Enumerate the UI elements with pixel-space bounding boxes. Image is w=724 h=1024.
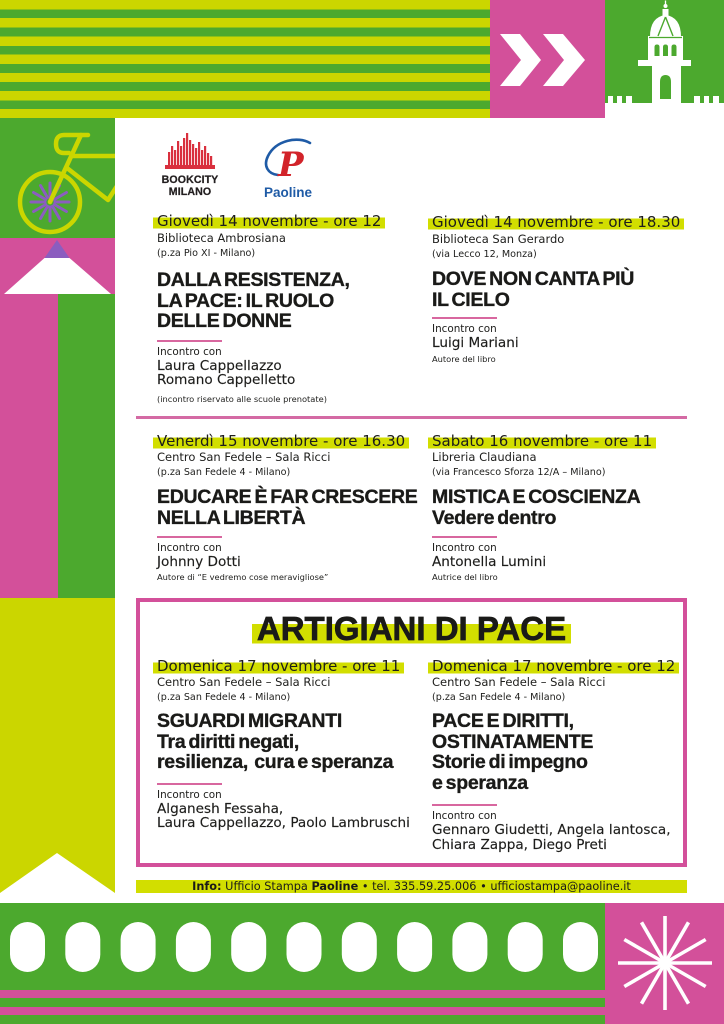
event-title-line: NELLA LIBERTÀ: [157, 506, 306, 529]
event-title-line: PACE E DIRITTI,: [432, 710, 574, 732]
event-title: [432, 269, 700, 310]
event-date: [157, 212, 425, 230]
event-title: [432, 487, 700, 528]
event-speaker: Laura Cappellazzo: [157, 357, 282, 374]
divider-rule: [432, 536, 497, 538]
event-subtitle-line: Vedere dentro: [432, 506, 557, 529]
info-phone: tel. 335.59.25.006: [372, 880, 477, 893]
color-block-pink: [0, 294, 58, 598]
starburst-icon: [605, 903, 724, 1024]
event-note: Autrice del libro: [432, 571, 498, 582]
info-separator: •: [480, 880, 487, 893]
date-highlight: Domenica 17 novembre - ore 12: [428, 657, 679, 675]
event-date: [432, 657, 700, 675]
bookcity-skyline-icon: [160, 128, 220, 174]
oval-cutout: [287, 922, 322, 972]
paoline-mark-icon: [258, 136, 318, 178]
event-subtitle-line: resilienza, cura e speranza: [157, 751, 394, 773]
event-venue: Centro San Fedele – Sala Ricci: [432, 675, 606, 689]
oval-cutout: [121, 922, 156, 972]
event-date: [157, 657, 425, 675]
event-speaker: Alganesh Fessaha,: [157, 800, 284, 817]
event-address: (p.za Pio XI - Milano): [157, 248, 256, 259]
bicycle-icon: [0, 118, 115, 238]
event-speaker: Antonella Lumini: [432, 554, 547, 570]
oval-cutout: [508, 922, 543, 972]
event-venue: Centro San Fedele – Sala Ricci: [157, 675, 331, 689]
pennant-triangle: [0, 238, 115, 294]
event-intro: Incontro con: [432, 810, 497, 822]
tower-icon: [605, 0, 724, 118]
oval-cutout: [65, 922, 100, 972]
date-highlight: Giovedì 14 novembre - ore 18.30: [428, 213, 684, 231]
oval-cutout: [10, 922, 45, 972]
event-title-line: MISTICA E COSCIENZA: [432, 486, 641, 508]
event-title: [157, 270, 425, 332]
date-highlight: Giovedì 14 novembre - ore 12: [153, 212, 385, 230]
event-note: Autore del libro: [432, 353, 496, 364]
info-brand: Paoline: [311, 880, 359, 893]
info-label: Info:: [192, 880, 222, 893]
pink-stripe: [0, 1007, 605, 1015]
oval-cutout: [563, 922, 598, 972]
event-title-line: DOVE NON CANTA PIÙ: [432, 268, 635, 290]
event-intro: Incontro con: [432, 542, 497, 554]
oval-cutout: [397, 922, 432, 972]
oval-cutout: [342, 922, 377, 972]
event-card: [432, 657, 700, 852]
header-stripes: [0, 0, 490, 118]
event-venue: Libreria Claudiana: [432, 450, 537, 464]
event-speaker: Luigi Mariani: [432, 335, 519, 351]
event-title-line: LA PACE: IL RUOLO: [157, 289, 335, 312]
paoline-logo: [258, 136, 318, 200]
event-date: [432, 432, 700, 450]
event-title-line: IL CIELO: [432, 288, 510, 311]
event-venue: Centro San Fedele – Sala Ricci: [157, 450, 331, 464]
event-title-line: EDUCARE È FAR CRESCERE: [157, 486, 418, 508]
info-email: ufficiostampa@paoline.it: [490, 880, 631, 893]
event-title: [157, 711, 425, 773]
event-venue: Biblioteca Ambrosiana: [157, 231, 286, 245]
section-title-text: ARTIGIANI DI PACE: [252, 612, 571, 646]
event-intro: Incontro con: [432, 323, 497, 335]
oval-cutout: [176, 922, 211, 972]
info-bar: [136, 880, 687, 893]
event-subtitle-line: e speranza: [432, 771, 528, 794]
yellow-pennant: [0, 598, 115, 893]
section-divider: [136, 416, 687, 419]
event-card: [157, 212, 425, 406]
double-chevron-right-icon: [490, 0, 605, 118]
info-separator: •: [361, 880, 369, 893]
divider-rule: [432, 804, 497, 806]
divider-rule: [157, 536, 222, 538]
bookcity-logo: [160, 128, 220, 198]
event-note: (incontro riservato alle scuole prenotate): [157, 393, 327, 404]
color-block-green: [58, 294, 115, 598]
event-speaker: Romano Cappelletto: [157, 372, 296, 388]
event-intro: Incontro con: [157, 788, 222, 801]
info-office: Ufficio Stampa: [225, 880, 308, 893]
event-card: [432, 432, 700, 584]
pink-stripe: [0, 990, 605, 998]
date-highlight: Sabato 16 novembre - ore 11: [428, 432, 656, 450]
event-venue: Biblioteca San Gerardo: [432, 232, 565, 246]
event-date: [432, 213, 700, 231]
event-address: (p.za San Fedele 4 - Milano): [157, 692, 291, 703]
event-card: [432, 213, 700, 366]
event-speaker: Laura Cappellazzo, Paolo Lambruschi: [157, 815, 410, 831]
event-subtitle-line: Storie di impegno: [432, 751, 588, 773]
event-card: [157, 657, 425, 831]
event-address: (via Francesco Sforza 12/A – Milano): [432, 467, 606, 478]
event-speaker: Gennaro Giudetti, Angela Iantosca,: [432, 822, 671, 838]
event-address: (via Lecco 12, Monza): [432, 249, 537, 260]
event-title-line: DELLE DONNE: [157, 310, 292, 332]
event-address: (p.za San Fedele 4 - Milano): [432, 692, 566, 703]
bookcity-name-line1: BOOKCITY: [161, 174, 219, 186]
film-strip-band: [0, 903, 605, 1024]
event-address: (p.za San Fedele 4 - Milano): [157, 467, 291, 478]
event-title: [432, 711, 700, 793]
event-subtitle-line: Tra diritti negati,: [157, 730, 299, 753]
event-intro: Incontro con: [157, 345, 222, 358]
event-title: [157, 487, 425, 528]
oval-cutout: [231, 922, 266, 972]
event-title-line: SGUARDI MIGRANTI: [157, 710, 342, 732]
paoline-mark-letter: P: [278, 145, 304, 178]
event-title-line: OSTINATAMENTE: [432, 730, 594, 753]
event-speaker: Chiara Zappa, Diego Preti: [432, 836, 607, 853]
divider-rule: [432, 317, 497, 319]
event-card: [157, 432, 425, 584]
event-intro: Incontro con: [157, 542, 222, 554]
event-speaker: Johnny Dotti: [157, 554, 241, 570]
event-note: Autore di “E vedremo cose meravigliose”: [157, 571, 329, 582]
oval-cutout: [452, 922, 487, 972]
divider-rule: [157, 340, 222, 342]
date-highlight: Domenica 17 novembre - ore 11: [153, 657, 404, 675]
event-date: [157, 432, 425, 450]
section-title: [136, 612, 687, 646]
paoline-name: Paoline: [263, 185, 312, 200]
event-title-line: DALLA RESISTENZA,: [157, 269, 350, 291]
divider-rule: [157, 783, 222, 785]
bookcity-name-line2: MILANO: [168, 186, 212, 198]
date-highlight: Venerdì 15 novembre - ore 16.30: [153, 432, 409, 450]
